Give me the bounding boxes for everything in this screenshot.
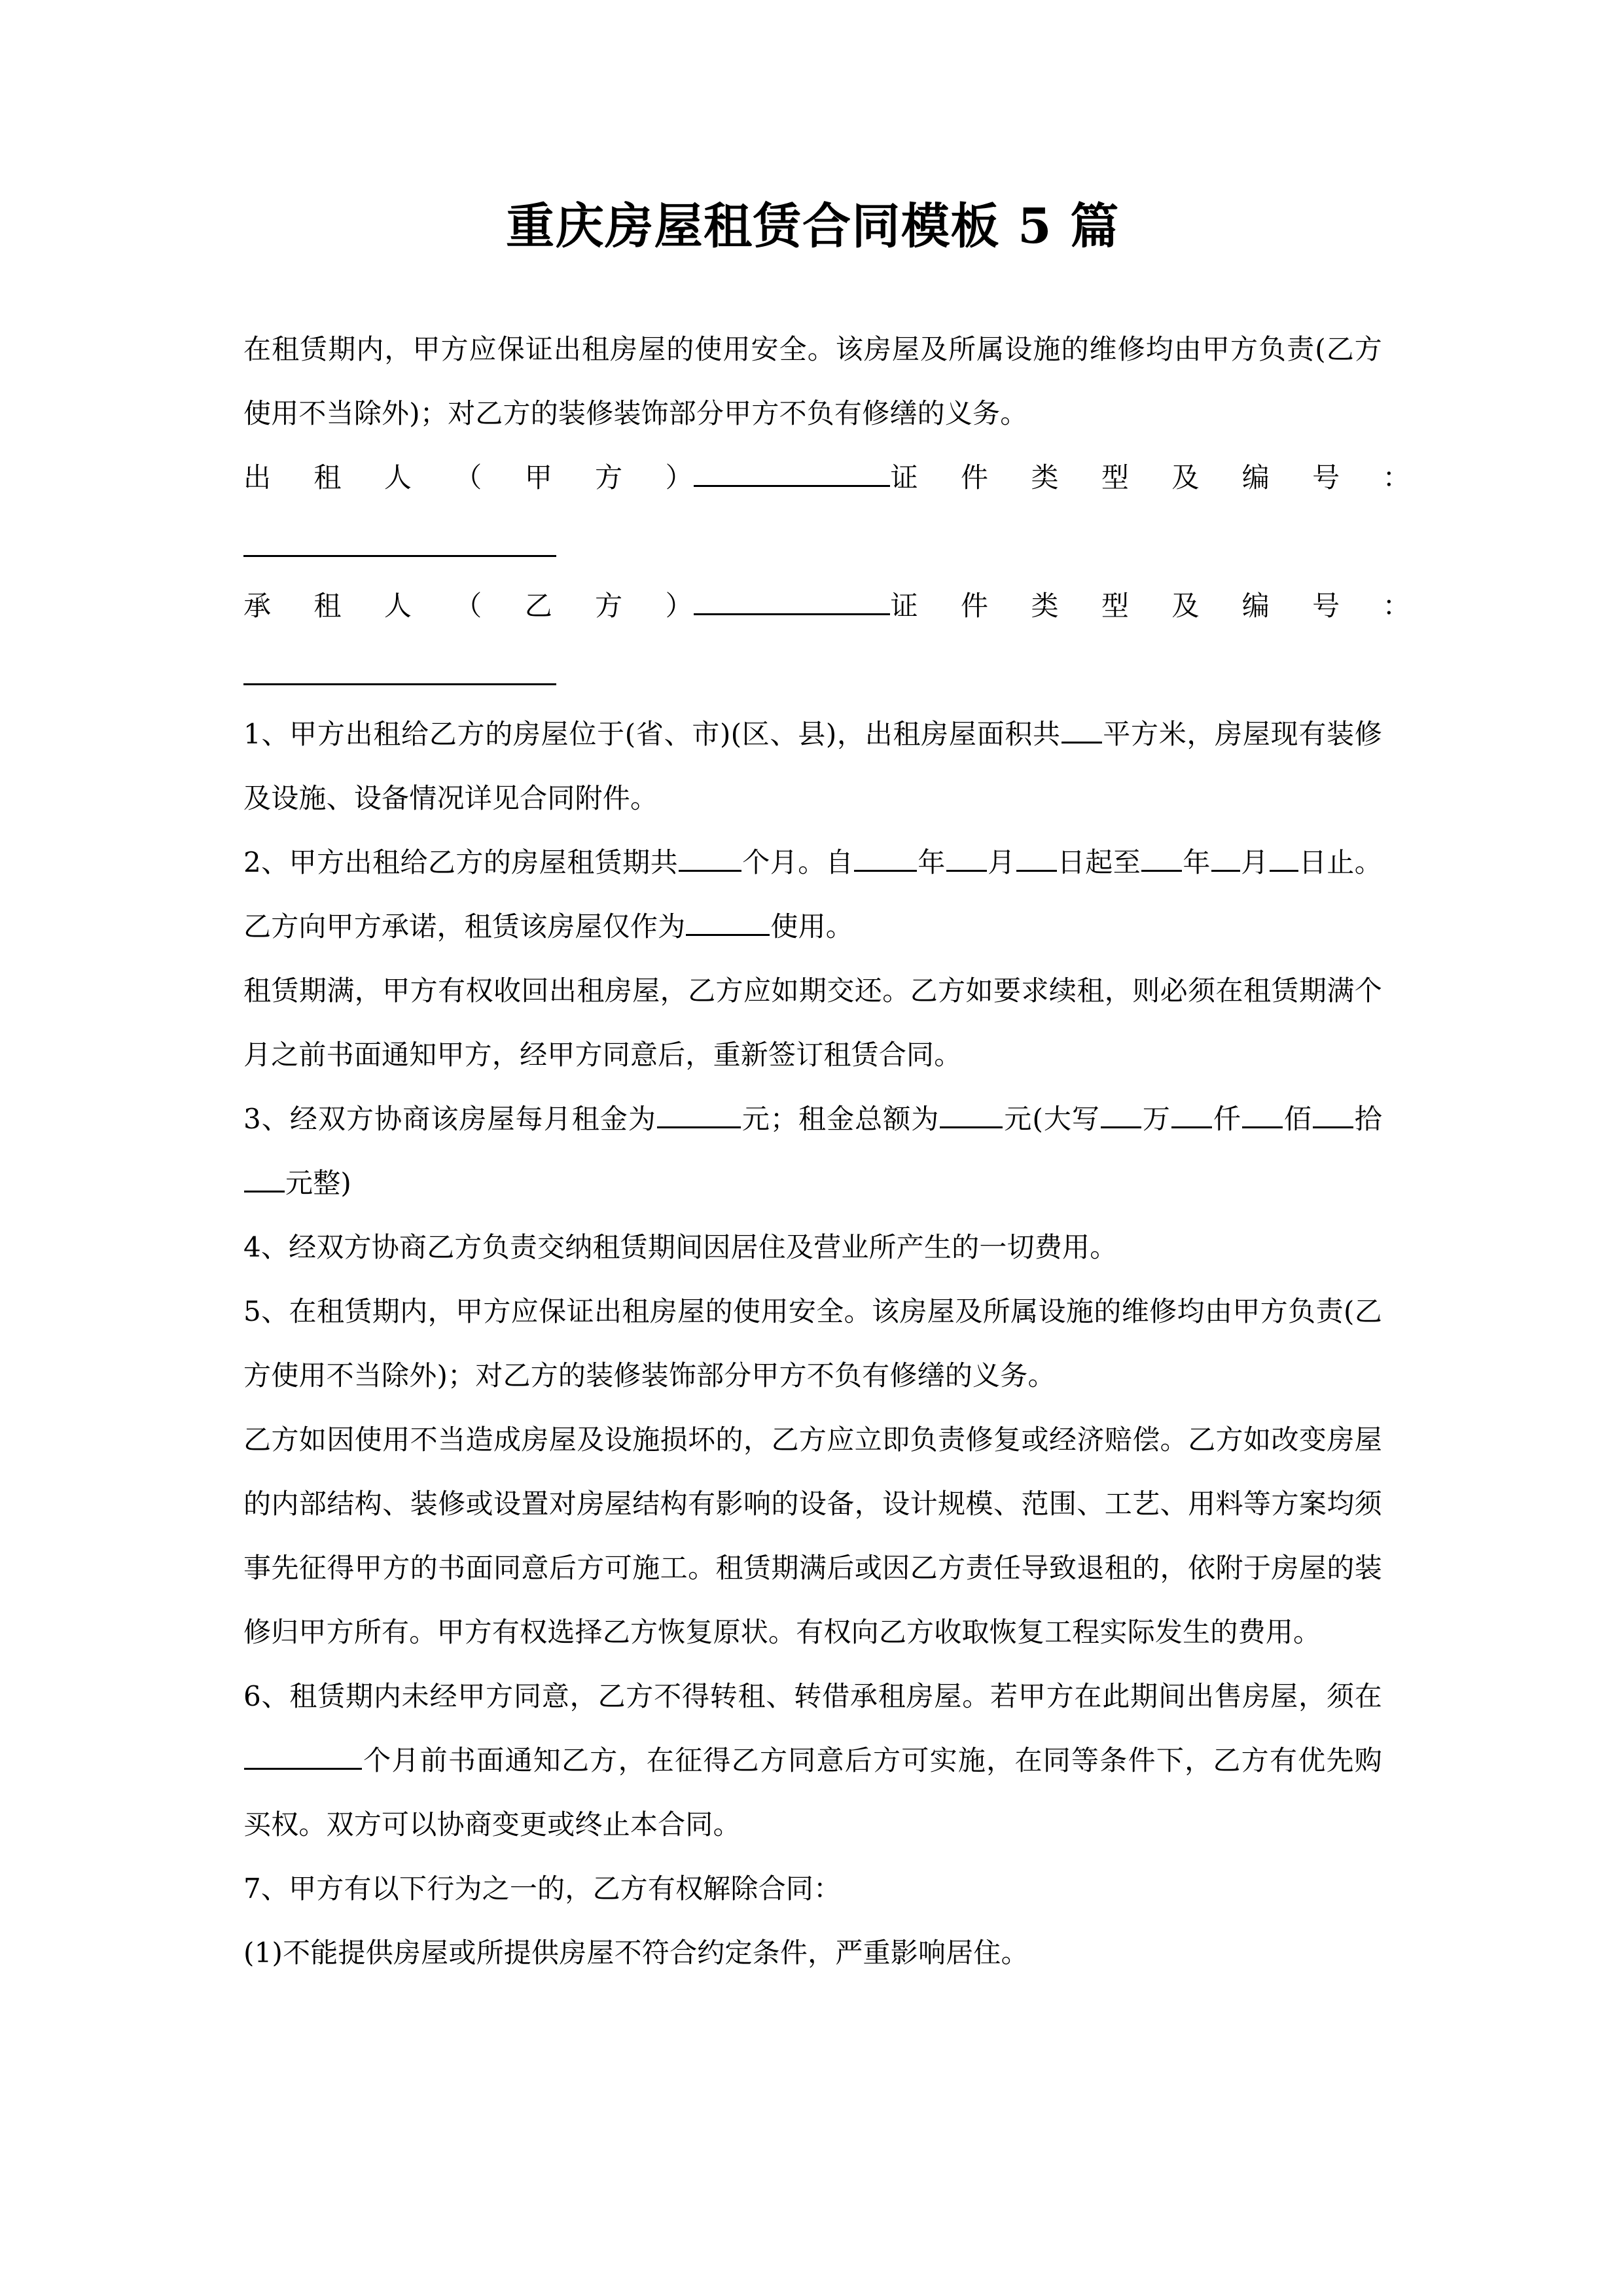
clause-7-item-1: (1)不能提供房屋或所提供房屋不符合约定条件，严重影响居住。 — [243, 1936, 1029, 1969]
clause-3-text-a: 3、经双方协商该房屋每月租金为 — [243, 1102, 656, 1135]
clause-3-wan-blank[interactable] — [1101, 1100, 1141, 1128]
clause-2-text-a: 2、甲方出租给乙方的房屋租赁期共 — [243, 846, 679, 878]
clause-3-text-g: 拾 — [1353, 1102, 1383, 1135]
tenant-id-blank-line[interactable] — [243, 638, 1382, 702]
clause-3-text-d: 万 — [1142, 1102, 1171, 1135]
clause-6 — [243, 1664, 1382, 1857]
clause-2-months-blank[interactable] — [679, 844, 741, 872]
renewal-paragraph: 租赁期满，甲方有权收回出租房屋，乙方应如期交还。乙方如要求续租，则必须在租赁期满个月之前书面通知甲方，经甲方同意后，重新签订租赁合同。 — [243, 974, 1382, 1071]
tenant-name-blank[interactable] — [694, 587, 890, 615]
page-content-area — [243, 0, 1427, 1985]
landlord-name-blank[interactable] — [694, 459, 890, 487]
page-title: 重庆房屋租赁合同模板 5 篇 — [506, 198, 1120, 255]
clause-2-text-e: 日起至 — [1057, 846, 1141, 878]
clause-1 — [243, 702, 1382, 831]
clause-2-purpose-blank[interactable] — [686, 908, 770, 936]
clause-3-text-c: 元(大写 — [1003, 1102, 1101, 1135]
landlord-id-label: 证 件 类 型 及 编 号 ： — [890, 461, 1427, 493]
clause-1-area-blank[interactable] — [1061, 715, 1102, 744]
clause-3-text-b: 元；租金总额为 — [741, 1102, 940, 1135]
tenant-signature-line — [243, 574, 1427, 638]
clause-2-text-d: 月 — [987, 846, 1016, 878]
clause-3-qian-blank[interactable] — [1171, 1100, 1212, 1128]
clause-5: 5、在租赁期内，甲方应保证出租房屋的使用安全。该房屋及所属设施的维修均由甲方负责(乙方使用不当除外)；对乙方的装修装饰部分甲方不负有修缮的义务。 — [243, 1295, 1382, 1391]
clause-2-end-month-blank[interactable] — [1211, 844, 1240, 872]
clause-2-text-b: 个月。自 — [742, 846, 854, 878]
clause-3-total-rent-blank[interactable] — [940, 1100, 1003, 1128]
clause-2-end-year-blank[interactable] — [1141, 844, 1182, 872]
clause-2 — [243, 831, 1382, 959]
landlord-id-blank-line[interactable] — [243, 510, 1382, 574]
clause-6-notice-months-blank[interactable] — [244, 1742, 362, 1770]
clause-2-start-month-blank[interactable] — [946, 844, 987, 872]
clause-3-monthly-rent-blank[interactable] — [657, 1100, 741, 1128]
clause-3-yuan-blank[interactable] — [244, 1164, 285, 1193]
intro-paragraph: 在租赁期内，甲方应保证出租房屋的使用安全。该房屋及所属设施的维修均由甲方负责(乙方使用不当除外)；对乙方的装修装饰部分甲方不负有修缮的义务。 — [243, 332, 1382, 429]
tenant-id-label: 证 件 类 型 及 编 号 ： — [890, 589, 1427, 622]
clause-7: 7、甲方有以下行为之一的，乙方有权解除合同： — [243, 1872, 842, 1905]
clause-1-text-b: 平方米，房屋现有装修及设施、设备情况详见合同附件。 — [243, 717, 1382, 814]
clause-3-shi-blank[interactable] — [1313, 1100, 1353, 1128]
clause-3-text-f: 佰 — [1283, 1102, 1312, 1135]
clause-3-text-e: 仟 — [1212, 1102, 1241, 1135]
clause-2-text-i: 使用。 — [770, 910, 854, 942]
clause-6-text-a: 6、租赁期内未经甲方同意，乙方不得转租、转借承租房屋。若甲方在此期间出售房屋，须在 — [243, 1679, 1382, 1712]
tenant-role-label: 承 租 人 （ 乙 方 ） — [243, 589, 710, 622]
clause-3 — [243, 1087, 1382, 1215]
clause-2-start-year-blank[interactable] — [854, 844, 917, 872]
clause-3-bai-blank[interactable] — [1242, 1100, 1283, 1128]
clause-5-continuation: 乙方如因使用不当造成房屋及设施损坏的，乙方应立即负责修复或经济赔偿。乙方如改变房屋的内部结构、装修或设置对房屋结构有影响的设备，设计规模、范围、工艺、用料等方案均须事先征得甲方的书面同意后方可施工。租赁期满后或因乙方责任导致退租的，依附于房屋的装修归甲方所有。甲方有权选择乙方恢复原状。有权向乙方收取恢复工程实际发生的费用。 — [243, 1423, 1382, 1648]
clause-2-end-day-blank[interactable] — [1270, 844, 1298, 872]
clause-2-text-g: 月 — [1240, 846, 1269, 878]
clause-2-text-f: 年 — [1183, 846, 1211, 878]
clause-2-text-c: 年 — [918, 846, 946, 878]
clause-1-text-a: 1、甲方出租给乙方的房屋位于(省、市)(区、县)，出租房屋面积共 — [243, 717, 1061, 750]
clause-6-text-b: 个月前书面通知乙方，在征得乙方同意后方可实施，在同等条件下，乙方有优先购买权。双方可以协商变更或终止本合同。 — [243, 1744, 1382, 1840]
document-body — [243, 317, 1427, 1985]
landlord-role-label: 出 租 人 （ 甲 方 ） — [243, 461, 710, 493]
clause-3-text-h: 元整) — [285, 1166, 352, 1199]
landlord-signature-line — [243, 446, 1427, 510]
clause-4: 4、经双方协商乙方负责交纳租赁期间因居住及营业所产生的一切费用。 — [243, 1230, 1118, 1263]
clause-2-text-h: 日止。乙方向甲方承诺，租赁该房屋仅作为 — [243, 846, 1382, 942]
clause-2-start-day-blank[interactable] — [1016, 844, 1057, 872]
